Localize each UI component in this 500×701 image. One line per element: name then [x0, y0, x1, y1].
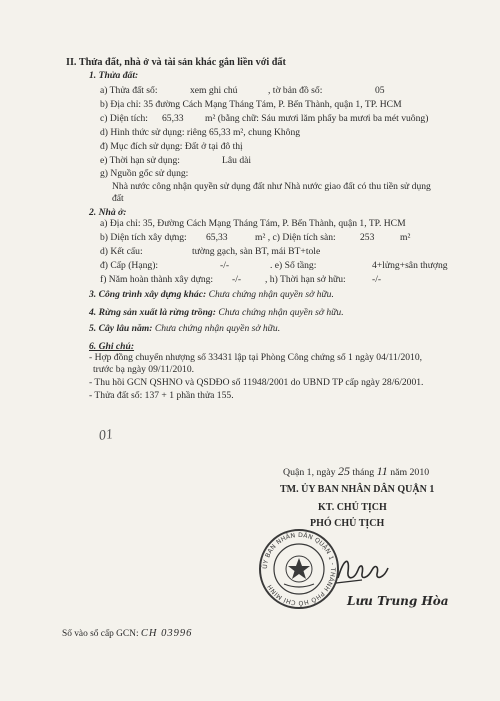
- planted-forest-label: 4. Rừng sản xuất là rừng trồng:: [89, 307, 216, 318]
- land-heading: 1. Thửa đất:: [89, 70, 139, 81]
- planted-forest: [89, 307, 344, 318]
- house-build-area-value: 65,33: [206, 232, 228, 243]
- land-area-label: c) Diện tích:: [100, 113, 148, 124]
- land-parcel-value: xem ghi chú: [190, 85, 238, 96]
- seal-text: ỦY BAN NHÂN DÂN QUẬN 1 - THÀNH PHỐ HỒ CHÍ MINH: [261, 531, 337, 607]
- date-day: 25: [337, 464, 350, 478]
- house-address: a) Địa chỉ: 35, Đường Cách Mạng Tháng Tám, P. Bến Thành, quận 1, TP. HCM: [100, 218, 406, 229]
- date-prefix: Quận 1, ngày: [283, 467, 336, 478]
- other-construction-value: Chưa chứng nhận quyền sở hữu.: [208, 289, 334, 300]
- date-year: năm 2010: [390, 467, 430, 478]
- register-value: CH 03996: [140, 628, 193, 639]
- issuing-authority: TM. ỦY BAN NHÂN DÂN QUẬN 1: [280, 484, 435, 495]
- house-heading: 2. Nhà ở:: [89, 207, 127, 218]
- land-map-value: 05: [375, 85, 385, 96]
- land-term-value: Lâu dài: [222, 155, 252, 166]
- date-month: 11: [376, 464, 388, 478]
- land-map-label: , tờ bản đồ số:: [268, 85, 323, 96]
- signature-mark: [332, 550, 392, 590]
- notes-line-1: - Hợp đồng chuyển nhượng số 33431 lập tại Phòng Công chứng số 1 ngày 04/11/2010,: [89, 352, 423, 363]
- house-year-value: -/-: [232, 274, 242, 285]
- land-address: b) Địa chỉ: 35 đường Cách Mạng Tháng Tám, P. Bến Thành, quận 1, TP. HCM: [100, 99, 402, 110]
- planted-forest-value: Chưa chứng nhận quyền sở hữu.: [218, 307, 344, 318]
- section-title: II. Thửa đất, nhà ở và tài sản khác gắn liền với đất: [66, 57, 286, 68]
- house-floor-area-label: m² , c) Diện tích sàn:: [255, 232, 336, 243]
- date-month-label: tháng: [352, 467, 375, 478]
- house-ownership-term-value: -/-: [372, 274, 382, 285]
- land-origin-label: g) Nguồn gốc sử dụng:: [100, 168, 189, 179]
- handwritten-mark: 01: [98, 427, 114, 444]
- house-floor-area-value: 253: [360, 232, 375, 243]
- signer-title: PHÓ CHỦ TỊCH: [310, 518, 385, 529]
- notes-line-3: - Thu hồi GCN QSHNO và QSDĐO số 11948/2001 do UBND TP cấp ngày 28/6/2001.: [89, 377, 424, 388]
- on-behalf-chairman: KT. CHỦ TỊCH: [318, 502, 387, 513]
- land-area-unit: m² (bằng chữ: Sáu mươi lăm phẩy ba mươi ba mét vuông): [205, 113, 429, 124]
- house-grade-label: đ) Cấp (Hạng):: [100, 260, 159, 271]
- signer-name: Lưu Trung Hòa: [347, 594, 449, 608]
- notes-heading: 6. Ghi chú:: [89, 341, 135, 352]
- house-structure-label: d) Kết cấu:: [100, 246, 143, 257]
- other-construction-label: 3. Công trình xây dựng khác:: [89, 289, 207, 300]
- house-grade-value: -/-: [220, 260, 230, 271]
- house-structure-value: tường gạch, sàn BT, mái BT+tole: [192, 246, 321, 257]
- land-origin-value: Nhà nước công nhận quyền sử dụng đất như Nhà nước giao đất có thu tiền sử dụng: [112, 181, 431, 192]
- house-floor-area-unit: m²: [400, 232, 411, 243]
- house-build-area-label: b) Diện tích xây dựng:: [100, 232, 187, 243]
- register-number: [62, 628, 192, 640]
- perennial-trees: [89, 323, 280, 334]
- land-area-value: 65,33: [162, 113, 184, 124]
- official-seal: [258, 528, 340, 610]
- house-floors-label: . e) Số tầng:: [270, 260, 317, 271]
- perennial-trees-value: Chưa chứng nhận quyền sở hữu.: [154, 323, 281, 334]
- land-term-label: e) Thời hạn sử dụng:: [100, 155, 180, 166]
- other-construction: [89, 289, 334, 300]
- land-usage-form: d) Hình thức sử dụng: riêng 65,33 m², chung Không: [100, 127, 301, 138]
- house-ownership-term-label: , h) Thời hạn sở hữu:: [265, 274, 346, 285]
- notes-line-4: - Thửa đất số: 137 + 1 phần thửa 155.: [89, 390, 234, 401]
- notes-line-2: trước bạ ngày 09/11/2010.: [93, 364, 195, 375]
- perennial-trees-label: 5. Cây lâu năm:: [89, 323, 153, 334]
- house-year-label: f) Năm hoàn thành xây dựng:: [100, 274, 214, 285]
- issue-date: [283, 466, 429, 478]
- land-usage-purpose: đ) Mục đích sử dụng: Đất ở tại đô thị: [100, 141, 243, 152]
- house-floors-value: 4+lửng+sân thượng: [372, 260, 448, 271]
- land-parcel-label: a) Thửa đất số:: [100, 85, 158, 96]
- land-origin-value-cont: đất: [112, 193, 124, 204]
- register-label: Số vào sổ cấp GCN:: [62, 629, 139, 639]
